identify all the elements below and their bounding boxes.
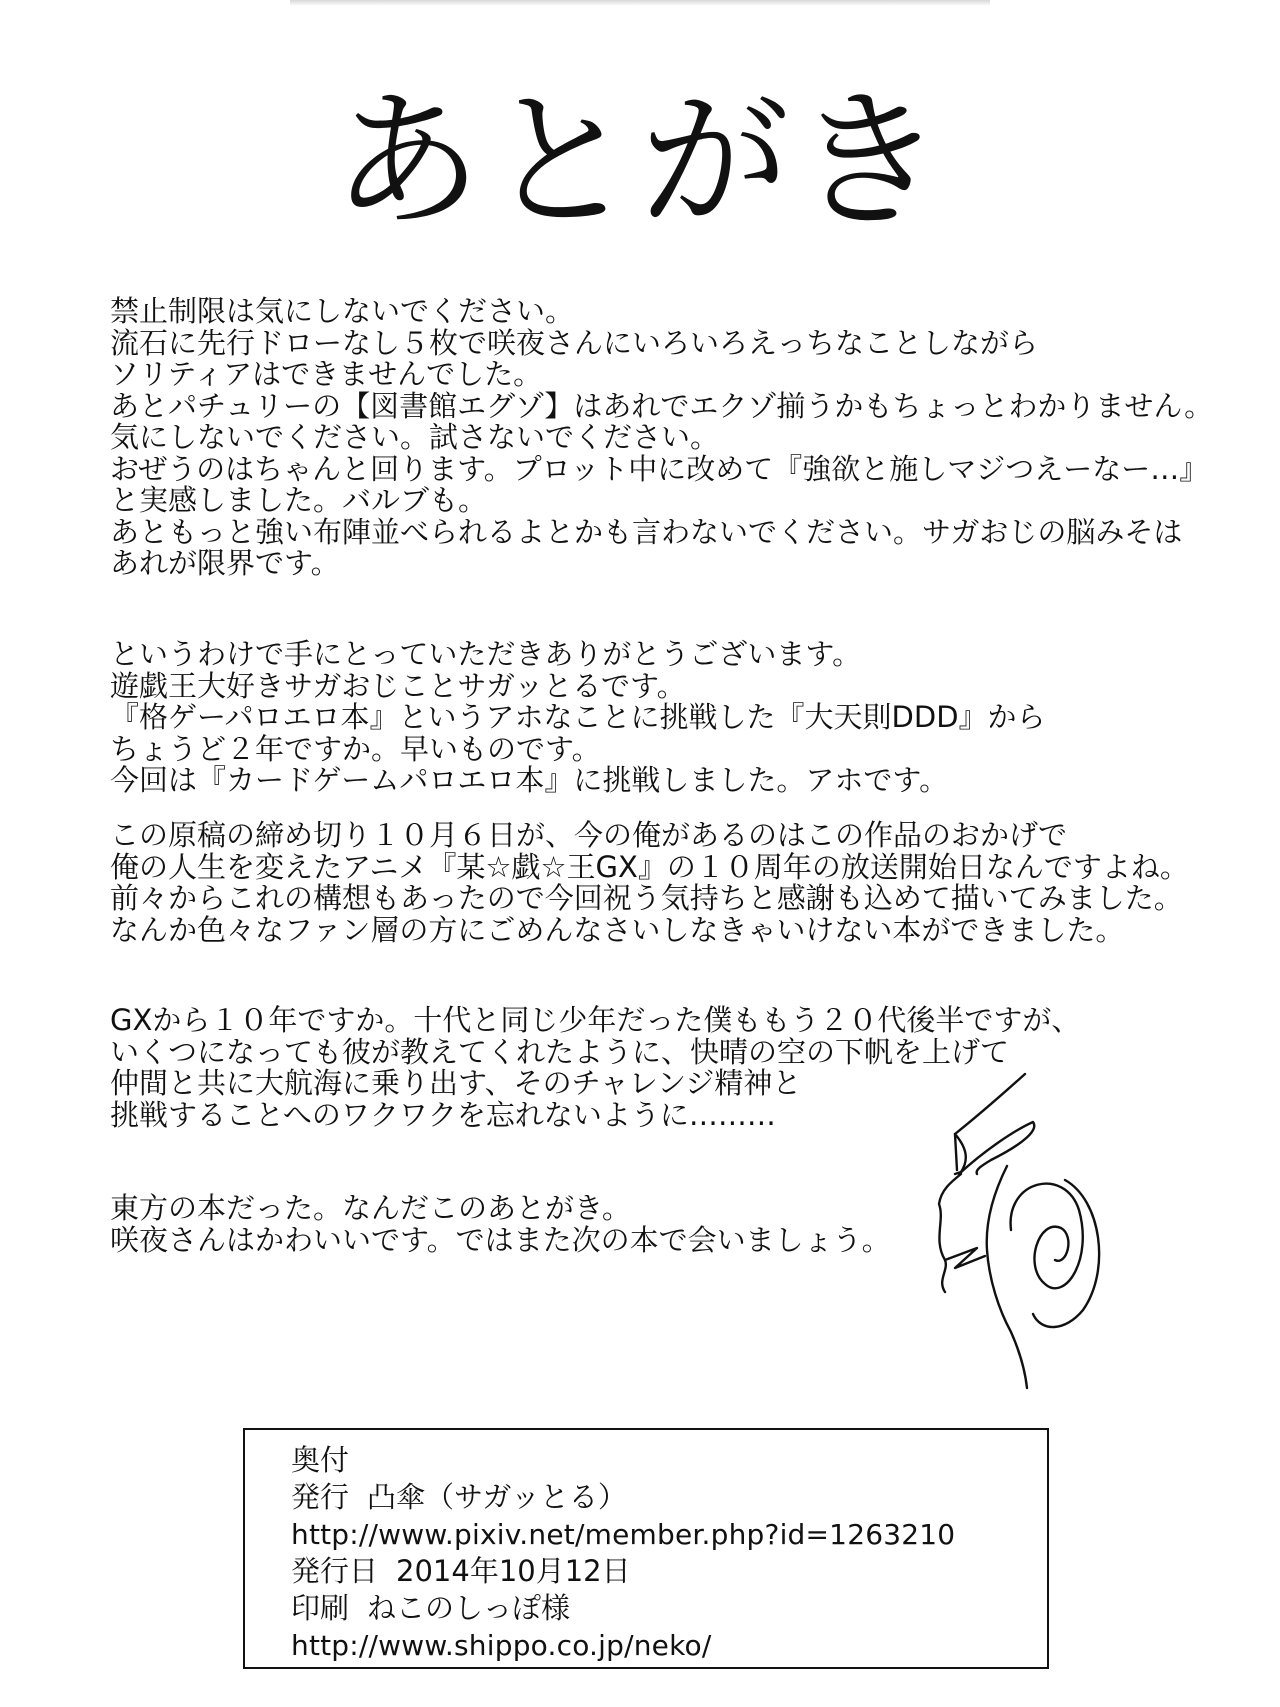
text-line: あれが限界です。 <box>110 546 340 580</box>
text-line: 俺の人生を変えたアニメ『某☆戯☆王GX』の１０周年の放送開始日なんですよね。 <box>110 849 1189 884</box>
text-line: あともっと強い布陣並べられるよとかも言わないでください。サガおじの脳みそは <box>110 514 1183 549</box>
text-line: 『格ゲーパロエロ本』というアホなことに挑戦した『大天則DDD』から <box>110 700 1046 734</box>
text-line: なんか色々なファン層の方にごめんなさいしなきゃいけない本ができました。 <box>110 912 1125 947</box>
colophon-box <box>243 1428 1049 1669</box>
text-line: というわけで手にとっていただきありがとうございます。 <box>110 637 862 671</box>
text-line: GXから１０年ですか。十代と同じ少年だった僕ももう２０代後半ですが、 <box>110 1003 1081 1037</box>
colophon-content <box>291 1442 955 1664</box>
text-line: 東方の本だった。なんだこのあとがき。 <box>110 1191 631 1225</box>
text-line: この原稿の締め切り１０月６日が、今の俺があるのはこの作品のおかげで <box>110 818 1068 852</box>
colophon-heading: 奥付 <box>291 1443 350 1477</box>
colophon-publisher-row <box>291 1479 955 1516</box>
text-line: いくつになっても彼が教えてくれたように、快晴の空の下帆を上げて <box>110 1034 1010 1069</box>
paragraph-anniversary <box>110 820 1210 946</box>
text-line: ソリティアはできませんでした。 <box>110 357 543 391</box>
printer-url[interactable]: http://www.shippo.co.jp/neko/ <box>291 1629 712 1662</box>
text-line: 流石に先行ドローなし５枚で咲夜さんにいろいろえっちなことしながら <box>110 325 1039 360</box>
paragraph-thanks <box>110 639 1210 797</box>
page-title: あとがき <box>331 75 948 249</box>
text-line: ちょうど２年ですか。早いものです。 <box>110 731 601 766</box>
text-line: と実感しました。バルブも。 <box>110 483 488 517</box>
text-line: 禁止制限は気にしないでください。 <box>110 294 575 328</box>
text-line: おぜうのはちゃんと回ります。プロット中に改めて『強欲と施しマジつえーなー…』 <box>110 451 1209 486</box>
colophon-printer-row <box>291 1590 955 1627</box>
text-line: 挑戦することへのワクワクを忘れないように……… <box>110 1097 776 1132</box>
text-line: 今回は『カードゲームパロエロ本』に挑戦しました。アホです。 <box>110 763 949 797</box>
printer-label: 印刷 <box>291 1591 350 1625</box>
text-line: あとパチュリーの【図書館エグゾ】はあれでエクゾ揃うかもちょっとわかりません。 <box>110 388 1214 423</box>
date-label: 発行日 <box>291 1554 379 1588</box>
signature-icon <box>915 1070 1105 1390</box>
publisher-url[interactable]: http://www.pixiv.net/member.php?id=1263210 <box>291 1518 956 1551</box>
text-line: 遊戯王大好きサガおじことサガッとるです。 <box>110 668 686 703</box>
publish-date: 2014年10月12日 <box>396 1554 631 1588</box>
text-line: 仲間と共に大航海に乗り出す、そのチャレンジ精神と <box>110 1066 802 1100</box>
text-line: 気にしないでください。試さないでください。 <box>110 420 720 454</box>
paragraph-deck-notes <box>110 294 1214 580</box>
colophon-date-row <box>291 1553 955 1590</box>
publisher-name: 凸傘（サガッとる） <box>367 1480 627 1514</box>
printer-name: ねこのしっぽ様 <box>367 1591 571 1625</box>
publisher-label: 発行 <box>291 1480 350 1514</box>
text-line: 咲夜さんはかわいいです。ではまた次の本で会いましょう。 <box>110 1222 891 1257</box>
scan-edge <box>290 0 990 6</box>
text-line: 前々からこれの構想もあったので今回祝う気持ちと感謝も込めて描いてみました。 <box>110 881 1183 915</box>
